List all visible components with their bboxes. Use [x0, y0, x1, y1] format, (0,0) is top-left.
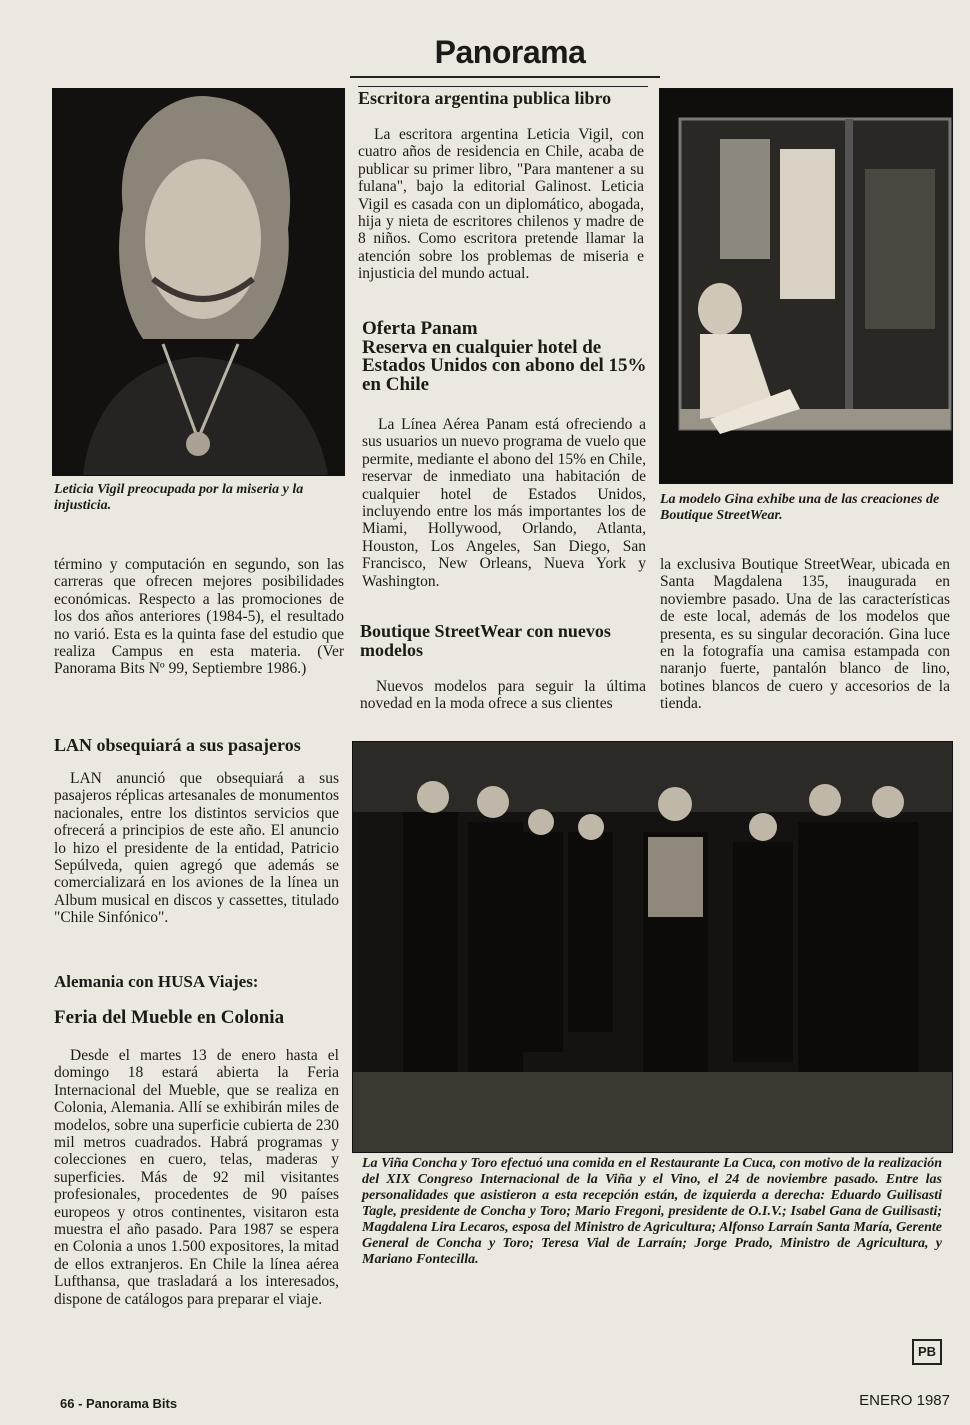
footer-page-label: 66 - Panorama Bits: [60, 1396, 178, 1411]
escritora-paragraph: La escritora argentina Leticia Vigil, con cuatro años de residencia en Chile, acaba de publicar su primer libro, "Para mantener a su fulana", bajo la editorial Galinost. Leticia Vigil es casada con un diplomático, abogada, hija y nieta de escritores chilenos y madre de 8 niños. Como escritora pretende llamar la atención sobre los problemas de miseria e injusticia del mundo actual.: [358, 126, 644, 283]
boutique-paragraph-cont: la exclusiva Boutique StreetWear, ubicada en Santa Magdalena 135, inaugurada en noviembre pasado. Una de las características de este local, además de los modelos que presenta, es su singular decoración. Gina luce en la fotografía una camisa estampada con naranjo fuerte, pantalón blanco de lino, botines blancos de cuero y accesorios de la tienda.: [660, 556, 950, 713]
section-title: Panorama: [434, 34, 586, 70]
leticia-vigil-photo: [52, 88, 345, 476]
boutique-photo: [659, 88, 953, 484]
footer-date: ENERO 1987: [859, 1392, 950, 1409]
panam-heading: [362, 320, 647, 394]
boutique-paragraph-start: Nuevos modelos para seguir la última novedad en la moda ofrece a sus clientes: [360, 678, 646, 713]
boutique-body-cont: [660, 556, 950, 713]
panam-paragraph: La Línea Aérea Panam está ofreciendo a sus usuarios un nuevo programa de vuelo que permite, mediante el abono del 15% en Chile, reservar de inmediato una habitación de cualquier hotel de Estados Unidos, incluyendo entre los más importantes los de Miami, Hollywood, Orlando, Atlanta, Houston, Los Angeles, San Diego, San Francisco, New Orleans, Nueva York y Washington.: [362, 416, 646, 590]
lan-paragraph: LAN anunció que obsequiará a sus pasajeros réplicas artesanales de monumentos nacionales, entre los distintos servicios que ofrecerá a principios de este año. El anuncio lo hizo el presidente de la entidad, Patricio Sepúlveda, quien agregó que además se comercializará en los aviones de la línea un Album musical en discos y cassettes, titulado "Chile Sinfónico".: [54, 770, 339, 927]
title-rule: [350, 76, 660, 78]
pb-logo: PB: [912, 1339, 942, 1365]
escritora-heading: Escritora argentina publica libro: [358, 88, 612, 108]
boutique-body-start: [360, 678, 646, 713]
group-photo-caption: La Viña Concha y Toro efectuó una comida en el Restaurante La Cuca, con motivo de la realización del XIX Congreso Internacional de la Viña y el Vino, el 24 de noviembre pasado. Entre las personalidades que asistieron a esta recepción están, de izquierda a derecha: Eduardo Guilisasti Tagle, presidente de Concha y Toro; Mario Fregoni, presidente de O.I.V.; Isabel Gana de Guilisasti; Magdalena Lira Lecaros, esposa del Ministro de Agricultura; Alfonso Larraín Santa María, Gerente General de Concha y Toro; Teresa Vial de Larraín; Jorge Prado, Ministro de Agricultura, y Mariano Fontecilla.: [362, 1156, 943, 1267]
panam-heading-line1: Oferta Panam: [362, 318, 478, 339]
lan-heading: LAN obsequiará a sus pasajeros: [54, 735, 301, 755]
campus-text: [54, 556, 344, 678]
husa-body: [54, 1047, 339, 1308]
husa-heading: Feria del Mueble en Colonia: [54, 1007, 285, 1028]
boutique-illustration: [660, 89, 952, 483]
escritora-body: [358, 126, 644, 283]
portrait-caption: Leticia Vigil preocupada por la miseria y la injusticia.: [54, 482, 304, 513]
husa-paragraph: Desde el martes 13 de enero hasta el domingo 18 estará abierta la Feria Internacional del Mueble, que se realiza en Colonia, Alemania. Allí se exhibirán miles de modelos, sobre una superficie cubierta de 230 mil metros cuadrados. Habrá programas y colecciones en cuero, telas, maderas y superficies. Más de 92 mil visitantes profesionales, procedentes de 90 países europeos y otros continentes, visitaron esta muestra el año pasado. Para 1987 se espera en Colonia a unos 1.500 expositores, la mitad de ellos extranjeros. En Chile la línea aérea Lufthansa, que trasladará a los interesados, dispone de catálogos para preparar el viaje.: [54, 1047, 339, 1308]
lan-body: [54, 770, 339, 927]
panam-body: [362, 416, 646, 590]
escritora-rule: [358, 86, 648, 87]
group-photo: [352, 741, 953, 1153]
group-illustration: [353, 742, 952, 1152]
boutique-photo-caption: La modelo Gina exhibe una de las creaciones de Boutique StreetWear.: [660, 492, 940, 523]
portrait-illustration: [53, 89, 344, 475]
campus-paragraph: término y computación en segundo, son las carreras que ofrecen mejores posibilidades económicas. Respecto a las promociones de los dos años anteriores (1984-5), el resultado no varió. Esta es la quinta fase del estudio que realiza Campus en esta materia. (Ver Panorama Bits Nº 99, Septiembre 1986.): [54, 556, 344, 678]
husa-kicker: Alemania con HUSA Viajes:: [54, 972, 259, 991]
boutique-heading: Boutique StreetWear con nuevos modelos: [360, 621, 611, 660]
panam-heading-line2: Reserva en cualquier hotel de Estados Unidos con abono del 15% en Chile: [362, 336, 647, 395]
